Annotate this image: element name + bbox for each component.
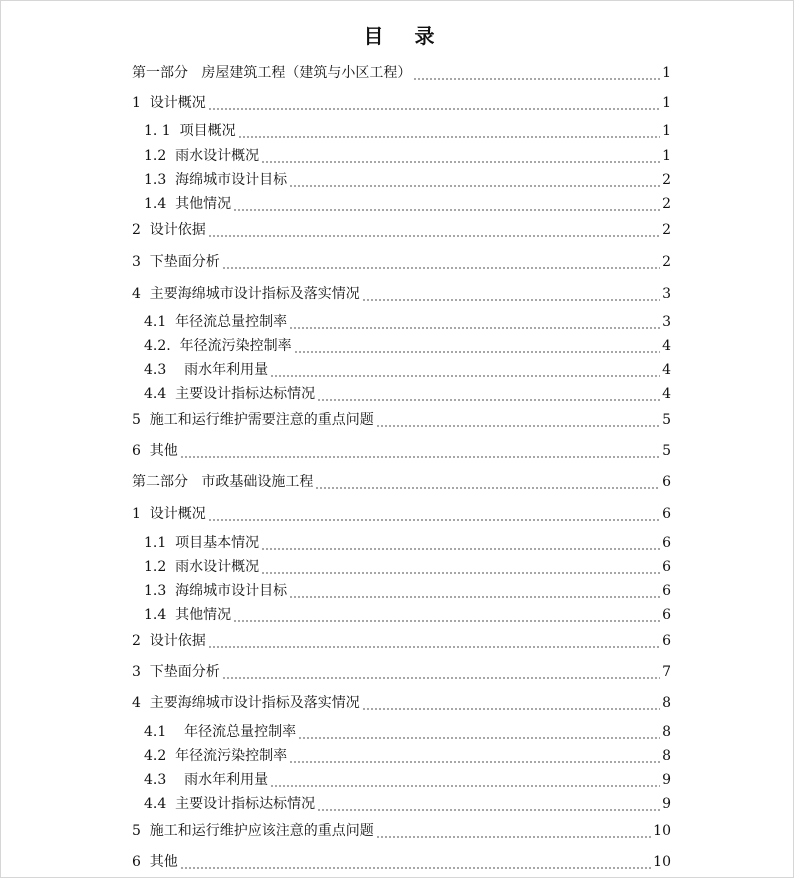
toc-entry-label: 2 设计依据 (132, 633, 206, 649)
dot-leader (208, 94, 660, 112)
toc-entry[interactable] (1, 281, 793, 303)
toc-entry[interactable] (1, 530, 793, 552)
dot-leader (222, 253, 660, 271)
toc-entry-page: 4 (662, 362, 671, 378)
toc-entry-label: 第一部分 房屋建筑工程（建筑与小区工程） (132, 65, 412, 81)
toc-entry-label: 6 其他 (132, 443, 178, 459)
toc-entry-label: 6 其他 (132, 854, 178, 870)
dot-leader (376, 411, 660, 429)
dot-leader (289, 171, 660, 189)
toc-entry-label: 1.3 海绵城市设计目标 (144, 172, 288, 188)
dot-leader (261, 147, 660, 165)
dot-leader (233, 195, 660, 213)
toc-entry-page: 6 (662, 559, 671, 575)
toc-entry-page: 10 (653, 854, 671, 870)
toc-entry[interactable] (1, 628, 793, 650)
dot-leader (261, 558, 660, 576)
toc-entry-page: 3 (662, 286, 671, 302)
toc-entry[interactable] (1, 90, 793, 112)
toc-entry[interactable] (1, 381, 793, 403)
toc-entry-page: 6 (662, 607, 671, 623)
toc-entry-page: 9 (662, 796, 671, 812)
toc-entry-label: 5 施工和运行维护应该注意的重点问题 (132, 823, 374, 839)
toc-entry[interactable] (1, 501, 793, 523)
toc-entry[interactable] (1, 357, 793, 379)
toc-entry[interactable] (1, 818, 793, 840)
toc-entry[interactable] (1, 249, 793, 271)
dot-leader (289, 313, 660, 331)
toc-entry-label: 1.4 其他情况 (144, 196, 232, 212)
dot-leader (233, 606, 660, 624)
toc-entry-label: 1.4 其他情况 (144, 607, 232, 623)
dot-leader (180, 853, 651, 871)
dot-leader (298, 723, 660, 741)
toc-entry[interactable] (1, 719, 793, 741)
dot-leader (261, 534, 660, 552)
toc-entry[interactable] (1, 438, 793, 460)
dot-leader (289, 747, 660, 765)
toc-entry[interactable] (1, 602, 793, 624)
toc-entry-label: 第二部分 市政基础设施工程 (132, 474, 314, 490)
toc-entry[interactable] (1, 690, 793, 712)
toc-entry-label: 1 设计概况 (132, 95, 206, 111)
toc-entry[interactable] (1, 767, 793, 789)
toc-entry-label: 4.1 年径流总量控制率 (144, 724, 297, 740)
dot-leader (294, 337, 660, 355)
toc-entry[interactable] (1, 659, 793, 681)
toc-entry-label: 4.1 年径流总量控制率 (144, 314, 288, 330)
toc-entry[interactable] (1, 333, 793, 355)
toc-entry-label: 4.2. 年径流污染控制率 (144, 338, 292, 354)
toc-entry-label: 5 施工和运行维护需要注意的重点问题 (132, 412, 374, 428)
dot-leader (208, 505, 660, 523)
toc-entry[interactable] (1, 217, 793, 239)
dot-leader (315, 473, 660, 491)
dot-leader (180, 442, 660, 460)
toc-entry-page: 10 (653, 823, 671, 839)
toc-entry-label: 1.2 雨水设计概况 (144, 148, 260, 164)
toc-entry-part[interactable] (1, 60, 793, 82)
toc-entry-page: 6 (662, 535, 671, 551)
dot-leader (289, 582, 660, 600)
toc-entry-page: 2 (662, 172, 671, 188)
toc-entry-page: 4 (662, 386, 671, 402)
toc-entry[interactable] (1, 143, 793, 165)
toc-entry-page: 6 (662, 633, 671, 649)
dot-leader (317, 795, 660, 813)
dot-leader (208, 632, 660, 650)
toc-entry-label: 4.2 年径流污染控制率 (144, 748, 288, 764)
toc-entry-label: 4.3 雨水年利用量 (144, 362, 269, 378)
toc-entry-page: 1 (662, 95, 671, 111)
dot-leader (270, 361, 660, 379)
dot-leader (413, 64, 660, 82)
toc-entry-label: 3 下垫面分析 (132, 254, 220, 270)
toc-entry-page: 5 (662, 412, 671, 428)
toc-entry-label: 3 下垫面分析 (132, 664, 220, 680)
toc-entry-page: 2 (662, 222, 671, 238)
toc-entry-label: 4.4 主要设计指标达标情况 (144, 796, 316, 812)
dot-leader (362, 285, 660, 303)
toc-entry-label: 1.2 雨水设计概况 (144, 559, 260, 575)
toc-entry-label: 2 设计依据 (132, 222, 206, 238)
toc-entry[interactable] (1, 578, 793, 600)
page-title: 目 录 (363, 24, 447, 48)
toc-entry-page: 2 (662, 254, 671, 270)
toc-entry-page: 8 (662, 724, 671, 740)
toc-entry-label: 1. 1 项目概况 (144, 123, 236, 139)
toc-entry[interactable] (1, 309, 793, 331)
toc-entry-label: 4.4 主要设计指标达标情况 (144, 386, 316, 402)
dot-leader (222, 663, 660, 681)
toc-entry-page: 6 (662, 506, 671, 522)
toc-entry[interactable] (1, 849, 793, 871)
toc-entry-page: 1 (662, 123, 671, 139)
toc-entry-label: 4 主要海绵城市设计指标及落实情况 (132, 286, 360, 302)
dot-leader (208, 221, 660, 239)
toc-entry-page: 1 (662, 65, 671, 81)
dot-leader (317, 385, 660, 403)
toc-entry[interactable] (1, 791, 793, 813)
toc-entry-page: 7 (662, 664, 671, 680)
toc-entry-label: 1 设计概况 (132, 506, 206, 522)
toc-entry-page: 1 (662, 148, 671, 164)
toc-entry-page: 9 (662, 772, 671, 788)
toc-entry-label: 4 主要海绵城市设计指标及落实情况 (132, 695, 360, 711)
toc-entry[interactable] (1, 554, 793, 576)
toc-entry-page: 2 (662, 196, 671, 212)
toc-entry-label: 4.3 雨水年利用量 (144, 772, 269, 788)
toc-entry-part[interactable] (1, 469, 793, 491)
toc-entry-page: 5 (662, 443, 671, 459)
dot-leader (270, 771, 660, 789)
toc-entry[interactable] (1, 743, 793, 765)
toc-entry-page: 3 (662, 314, 671, 330)
toc-entry[interactable] (1, 118, 793, 140)
toc-entry-label: 1.1 项目基本情况 (144, 535, 260, 551)
toc-entry[interactable] (1, 191, 793, 213)
toc-entry-label: 1.3 海绵城市设计目标 (144, 583, 288, 599)
dot-leader (362, 694, 660, 712)
toc-entry[interactable] (1, 407, 793, 429)
toc-entry-page: 8 (662, 695, 671, 711)
dot-leader (238, 122, 660, 140)
dot-leader (376, 822, 651, 840)
toc-entry-page: 6 (662, 474, 671, 490)
toc-entry-page: 4 (662, 338, 671, 354)
toc-entry[interactable] (1, 167, 793, 189)
toc-entry-page: 6 (662, 583, 671, 599)
toc-entry-page: 8 (662, 748, 671, 764)
